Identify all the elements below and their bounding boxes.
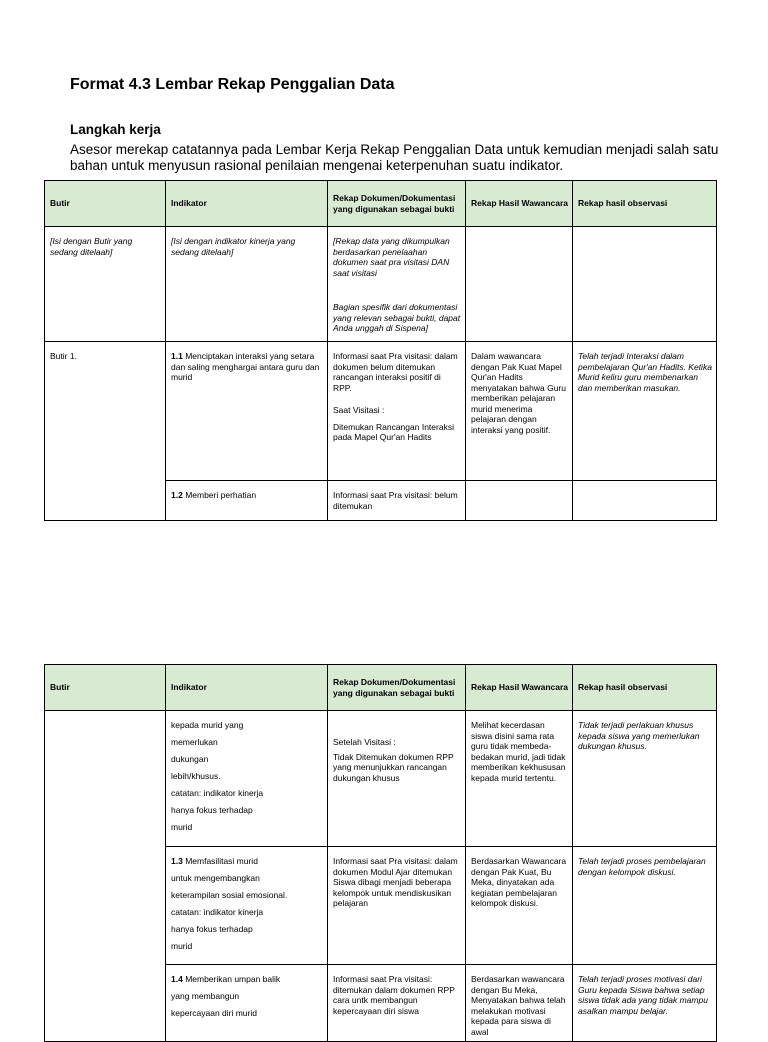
cell-butir (45, 711, 166, 1042)
cell-wawancara: Berdasarkan Wawancara dengan Pak Kuat, Bu Meka, dinyatakan ada kegiatan pembelajaran kelompok diskusi. (466, 847, 573, 965)
indicator-number: 1.3 (171, 856, 183, 866)
cell-indikator (166, 342, 328, 481)
cell-wawancara: Berdasarkan wawancara dengan Bu Meka, Menyatakan bahwa telah melakukan motivasi kepada para siswa di awal (466, 965, 573, 1042)
cell-butir: Butir 1. (45, 342, 166, 521)
indicator-line: lebih/khusus. (171, 771, 221, 781)
indicator-line: untuk mengembangkan (171, 873, 260, 883)
cell-observasi (573, 481, 717, 521)
cell-rekap-dokumen: Informasi saat Pra visitasi: ditemukan dalam dokumen RPP cara untk membangun kepercayaan diri siswa (328, 965, 466, 1042)
rekap-text: Tidak Ditemukan dokumen RPP yang menunjukkan rancangan dukungan khusus (333, 751, 454, 783)
rekap-text: Informasi saat Pra visitasi: dalam dokumen belum ditemukan rancangan interaksi positif di RPP. (333, 351, 458, 393)
indicator-line: kepada murid yang (171, 720, 244, 730)
indicator-line: keterampilan sosial emosional. (171, 890, 288, 900)
header-rekap-dokumen: Rekap Dokumen/Dokumentasi yang digunakan sebagai bukti (328, 181, 466, 227)
cell-wawancara (466, 481, 573, 521)
cell-indikator (166, 481, 328, 521)
cell-observasi: Telah terjadi Interaksi dalam pembelajaran Qur'an Hadits. Ketika Murid keliru guru membenarkan dan memberikan masukan. (573, 342, 717, 481)
cell-observasi: Telah terjadi proses motivasi dari Guru kepada Siswa bahwa setiap siswa tidak ada yang tidak mampu asalkan mampu belajar. (573, 965, 717, 1042)
indicator-text: Memberikan umpan balik (182, 974, 281, 984)
cell-indikator: [Isi dengan indikator kinerja yang sedang ditelaah] (166, 227, 328, 342)
indicator-line: murid (171, 822, 193, 832)
header-butir: Butir (45, 181, 166, 227)
indicator-text: Memberi perhatian (182, 490, 257, 500)
rekap-table-1 (44, 180, 717, 521)
cell-rekap-dokumen (328, 711, 466, 847)
page-title: Format 4.3 Lembar Rekap Penggalian Data (70, 76, 395, 93)
indicator-number: 1.4 (171, 974, 183, 984)
indicator-line: memerlukan (171, 737, 218, 747)
cell-indikator (166, 847, 328, 965)
header-rekap-wawancara: Rekap Hasil Wawancara (466, 181, 573, 227)
rekap-text: [Rekap data yang dikumpulkan berdasarkan penelaahan dokumen saat pra visitasi DAN saat visitasi (333, 236, 450, 278)
table-row (45, 711, 717, 847)
header-indikator: Indikator (166, 181, 328, 227)
cell-rekap-dokumen: Informasi saat Pra visitasi: belum ditemukan (328, 481, 466, 521)
cell-observasi: Telah terjadi proses pembelajaran dengan kelompok diskusi. (573, 847, 717, 965)
header-rekap-wawancara: Rekap Hasil Wawancara (466, 665, 573, 711)
indicator-line: hanya fokus terhadap (171, 924, 253, 934)
cell-rekap-dokumen (328, 227, 466, 342)
cell-rekap-dokumen: Informasi saat Pra visitasi: dalam dokumen Modul Ajar ditemukan Siswa dibagi menjadi beberapa kelompok untuk mendiskusikan pelajaran (328, 847, 466, 965)
rekap-text: Bagian spesifik dari dokumentasi yang relevan sebagai bukti, dapat Anda unggah di Sispena] (333, 302, 461, 333)
header-rekap-dokumen: Rekap Dokumen/Dokumentasi yang digunakan sebagai bukti (328, 665, 466, 711)
indicator-text: Memfasilitasi murid (182, 856, 258, 866)
indicator-line: kepercayaan diri murid (171, 1008, 257, 1018)
table-row (45, 342, 717, 481)
indicator-text: Menciptakan interaksi yang setara dan saling menghargai antara guru dan murid (171, 351, 320, 382)
indicator-line: dukungan (171, 754, 209, 764)
indicator-line: yang membangun (171, 991, 240, 1001)
cell-indikator (166, 965, 328, 1042)
rekap-text: Setelah Visitasi : (333, 737, 396, 747)
cell-wawancara: Dalam wawancara dengan Pak Kuat Mapel Qur'an Hadits menyatakan bahwa Guru memberikan pelajaran murid menerima pelajaran dengan interaksi yang positif. (466, 342, 573, 481)
indicator-number: 1.1 (171, 351, 183, 361)
table-row (45, 227, 717, 342)
indicator-line: murid (171, 941, 193, 951)
section-heading: Langkah kerja (70, 122, 161, 137)
cell-rekap-dokumen (328, 342, 466, 481)
rekap-text: Ditemukan Rancangan Interaksi pada Mapel Qur'an Hadits (333, 421, 454, 442)
table-header-row (45, 181, 717, 227)
indicator-number: 1.2 (171, 490, 183, 500)
header-rekap-observasi: Rekap hasil observasi (573, 181, 717, 227)
intro-paragraph: Asesor merekap catatannya pada Lembar Kerja Rekap Penggalian Data untuk kemudian menjadi salah satu bahan untuk menyusun rasional penilaian mengenai keterpenuhan suatu indikator. (70, 142, 719, 173)
cell-wawancara: Melihat kecerdasan siswa disini sama rata guru tidak membeda-bedakan murid, jadi tidak memberikan kekhususan kepada murid tertentu. (466, 711, 573, 847)
cell-observasi (573, 227, 717, 342)
indicator-line: hanya fokus terhadap (171, 805, 253, 815)
indicator-line: catatan: indikator kinerja (171, 788, 264, 798)
header-indikator: Indikator (166, 665, 328, 711)
rekap-table-2 (44, 664, 717, 1042)
indicator-line: catatan: indikator kinerja (171, 907, 264, 917)
cell-wawancara (466, 227, 573, 342)
cell-observasi: Tidak terjadi perlakuan khusus kepada siswa yang memerlukan dukungan khusus. (573, 711, 717, 847)
rekap-text: Saat Visitasi : (333, 405, 385, 415)
cell-indikator (166, 711, 328, 847)
table-header-row (45, 665, 717, 711)
header-butir: Butir (45, 665, 166, 711)
header-rekap-observasi: Rekap hasil observasi (573, 665, 717, 711)
cell-butir: [Isi dengan Butir yang sedang ditelaah] (45, 227, 166, 342)
